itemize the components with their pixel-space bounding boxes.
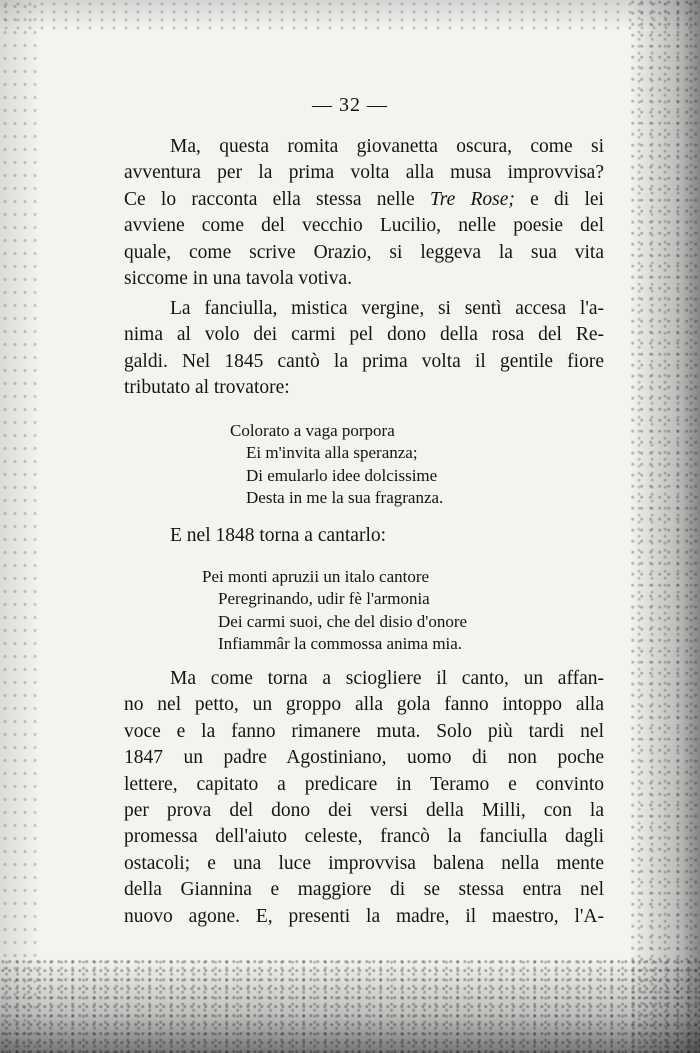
page-number: — 32 — [312,94,388,116]
text-segment: Ce lo racconta ella stessa nelle [124,188,430,210]
page-edge-left [0,0,40,1053]
text-line: promessa dell'aiuto celeste, francò la fanciulla dagli [124,826,604,848]
text-line: ostacoli; e una luce improvvisa balena nella mente [124,852,604,874]
verse-line: Dei carmi suoi, che del disio d'onore [218,611,468,631]
verse-line: Colorato a vaga porpora [230,421,395,440]
text-line: nuovo agone. E, presenti la madre, il maestro, l'A- [124,905,604,927]
paragraph-3 [124,666,604,930]
text-line: 1847 un padre Agostiniano, uomo di non poche [124,747,604,769]
page-edge-right [630,0,700,1053]
text-line: Ma come torna a sciogliere il canto, un affan- [170,668,604,689]
text-line: siccome in una tavola votiva. [124,268,352,290]
verse-1 [230,420,443,510]
text-line: avviene come del vecchio Lucilio, nelle poesie del [124,215,604,237]
text-line: per prova del dono dei versi della Milli, con la [124,800,604,822]
text-line: galdi. Nel 1845 cantò la prima volta il gentile fiore [124,350,604,372]
verse-line: Peregrinando, udir fè l'armonia [218,589,430,609]
text-line [124,187,604,213]
verse-line: Ei m'invita alla speranza; [246,443,418,463]
text-line: quale, come scrive Orazio, si leggeva la sua vita [124,241,604,263]
page-edge-bottom [0,958,700,1053]
text-line: della Giannina e maggiore di se stessa entra nel [124,879,604,901]
verse-line: Infiammâr la commossa anima mia. [218,634,463,654]
verse-line: Pei monti apruzii un italo cantore [202,567,430,586]
page-edge-top [0,0,700,30]
text-line: lettere, capitato a predicare in Teramo e convinto [124,773,604,795]
text-line: tributato al trovatore: [124,377,290,399]
text-line: no nel petto, un groppo alla gola fanno intoppo alla [124,694,604,716]
verse-line: Di emularlo idee dolcissime [246,465,438,485]
verse-2 [202,566,467,656]
verse-intro: E nel 1848 torna a cantarlo: [170,525,387,546]
text-line: nima al volo dei carmi pel dono della rosa del Re- [124,324,604,346]
text-line: Ma, questa romita giovanetta oscura, come si [170,136,604,157]
paragraph-1 [124,134,604,292]
text-line: La fanciulla, mistica vergine, si sentì accesa l'a- [170,298,604,319]
verse-line: Desta in me la sua fragranza. [246,488,444,508]
text-line: avventura per la prima volta alla musa improvvisa? [124,162,604,184]
book-title-italic: Tre Rose; [429,188,515,210]
text-segment: e di lei [514,188,604,210]
text-line: voce e la fanno rimanere muta. Solo più tardi nel [124,720,604,742]
paragraph-2 [124,296,604,402]
